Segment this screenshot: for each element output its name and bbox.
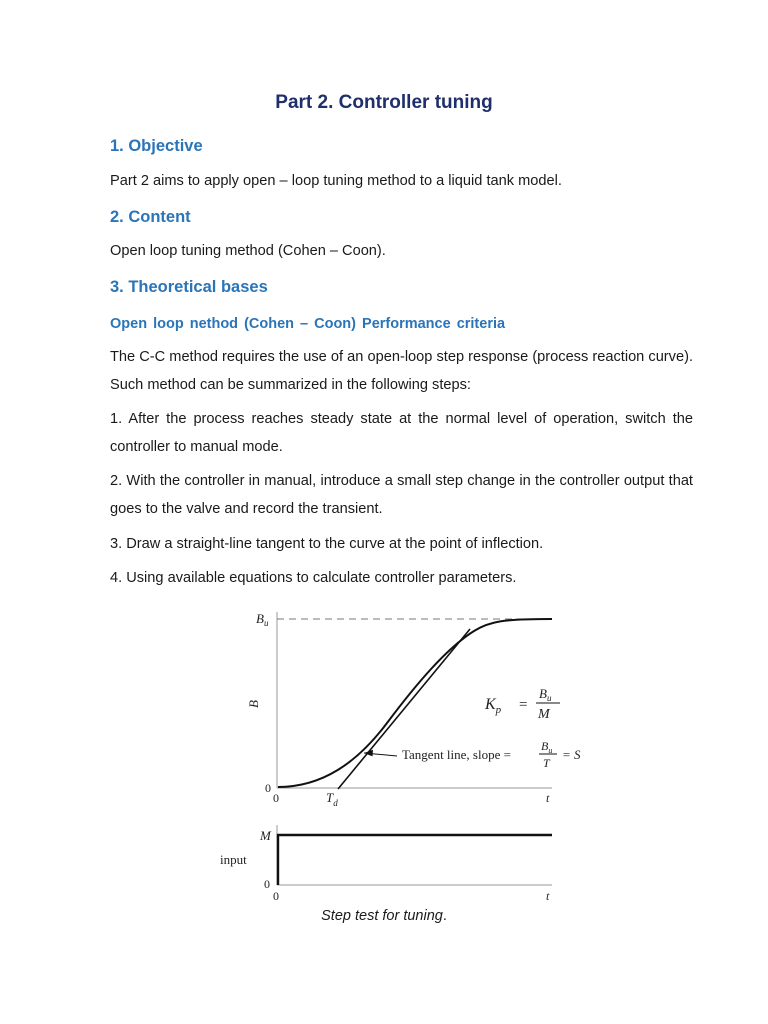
bottom-y-axis-label: input	[220, 852, 247, 867]
top-y-zero-label: 0	[265, 781, 271, 795]
top-y-axis-label: B	[246, 700, 261, 708]
step-test-figure	[212, 603, 592, 913]
slope-denominator: T	[543, 756, 550, 770]
kp-equals: =	[519, 697, 528, 713]
tangent-line	[338, 629, 470, 789]
slope-numerator: $B_u$	[541, 739, 553, 755]
step-test-diagram	[212, 603, 592, 913]
tangent-label-text: Tangent line, slope =	[402, 747, 511, 762]
content-paragraph: Open loop tuning method (Cohen – Coon).	[110, 243, 386, 259]
bottom-y-level-label: M	[260, 828, 271, 843]
section-heading-theoretical-bases: 3. Theoretical bases	[110, 278, 268, 296]
tangent-slope-label	[402, 739, 581, 770]
subheading-cohen-coon: Open loop nethod (Cohen – Coon) Performance criteria	[110, 316, 506, 332]
bottom-x-zero-label: 0	[273, 889, 279, 903]
figure-caption: Step test for tuning.	[321, 908, 447, 924]
kp-denominator: M	[538, 707, 550, 722]
intro-paragraph: The C-C method requires the use of an open-loop step response (process reaction curve). Such method can be summarized in the following steps:	[110, 349, 693, 393]
step-3-paragraph: 3. Draw a straight-line tangent to the curve at the point of inflection.	[110, 536, 544, 552]
kp-equation	[484, 686, 560, 722]
step-4-paragraph: 4. Using available equations to calculate controller parameters.	[110, 570, 517, 586]
td-label: $T_d$	[326, 790, 338, 808]
bottom-y-zero-label: 0	[264, 877, 270, 891]
step-input-plot	[220, 825, 552, 903]
step-2-paragraph: 2. With the controller in manual, introduce a small step change in the controller output that goes to the valve and record the transient.	[110, 473, 693, 517]
reaction-curve-plot	[246, 611, 581, 808]
page-title: Part 2. Controller tuning	[275, 92, 493, 113]
kp-numerator: $B_u$	[539, 686, 552, 703]
bottom-x-axis-label: t	[546, 889, 550, 903]
objective-paragraph: Part 2 aims to apply open – loop tuning method to a liquid tank model.	[110, 173, 562, 189]
step-input-signal	[278, 835, 552, 885]
section-heading-content: 2. Content	[110, 208, 191, 226]
top-x-zero-label: 0	[273, 791, 279, 805]
kp-lhs: $K_p$	[485, 696, 502, 716]
top-x-axis-label: t	[546, 791, 550, 805]
section-heading-objective: 1. Objective	[110, 137, 203, 155]
step-1-paragraph: 1. After the process reaches steady state at the normal level of operation, switch the controller to manual mode.	[110, 411, 693, 455]
slope-equals-s: = S	[562, 747, 581, 762]
top-y-level-label: $B_u$	[256, 611, 269, 628]
